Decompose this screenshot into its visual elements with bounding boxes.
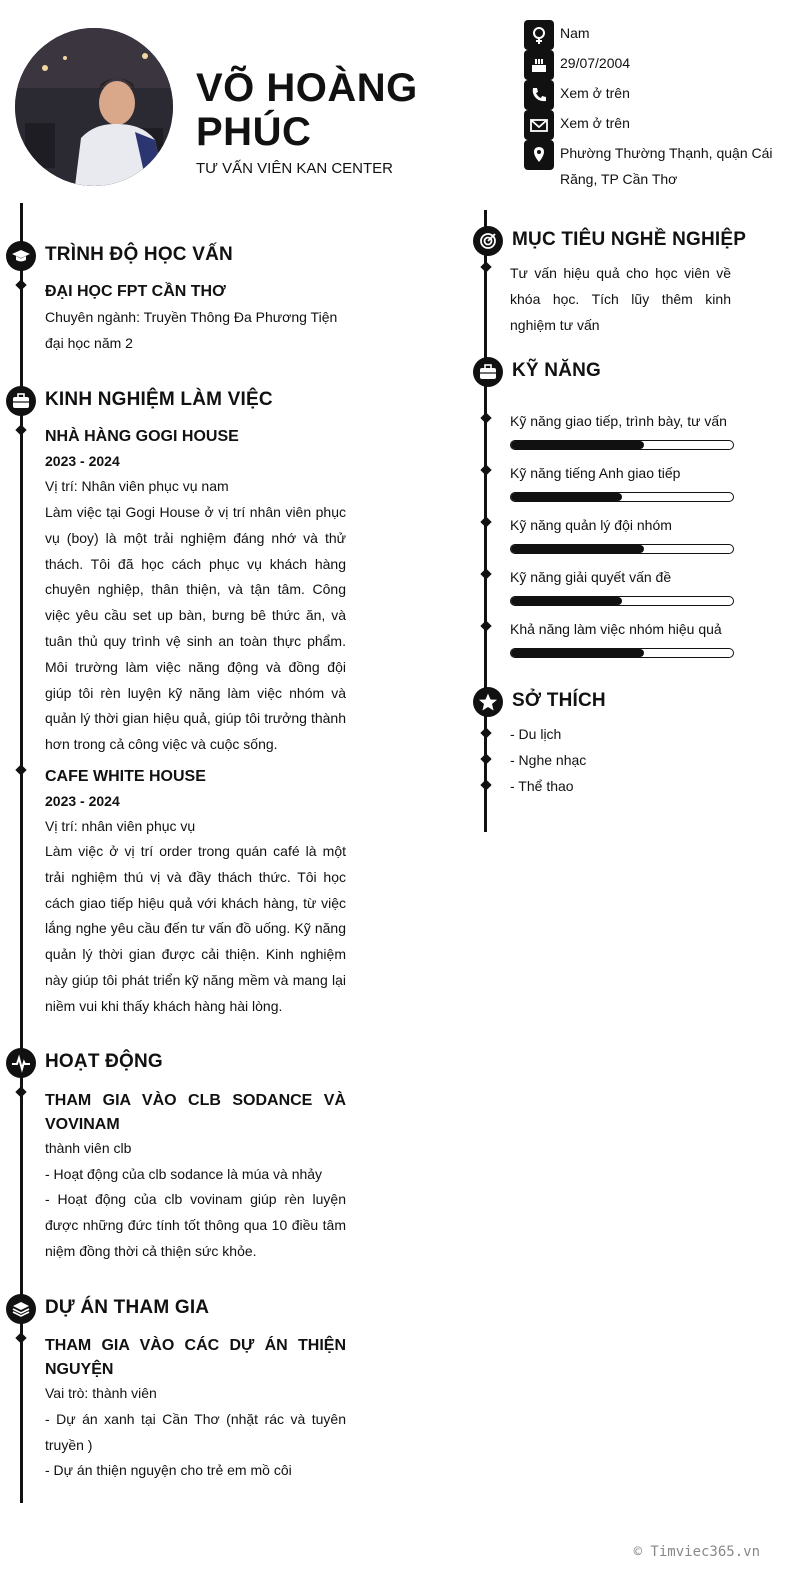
star-icon	[473, 687, 503, 717]
email-value: Xem ở trên	[560, 115, 630, 131]
birthday-value: 29/07/2004	[560, 55, 631, 71]
timeline-dot	[480, 516, 491, 527]
projects-heading: THAM GIA VÀO CÁC DỰ ÁN THIỆN NGUYỆN	[45, 1337, 346, 1378]
timeline-dot	[15, 279, 26, 290]
briefcase-icon	[6, 386, 36, 416]
timeline-dot	[15, 424, 26, 435]
job-position: Vị trí: Nhân viên phục vụ nam	[45, 478, 229, 494]
skill-label: Khả năng làm việc nhóm hiệu quả	[510, 621, 722, 637]
job-title: TƯ VẤN VIÊN KAN CENTER	[196, 160, 394, 177]
activities-heading: THAM GIA VÀO CLB SODANCE VÀ VOVINAM	[45, 1092, 346, 1133]
skill-bar-fill	[511, 441, 644, 449]
address-line-2: Răng, TP Cần Thơ	[560, 171, 678, 187]
job-period: 2023 - 2024	[45, 793, 120, 809]
projects-role: Vai trò: thành viên	[45, 1385, 157, 1401]
timeline-dot	[480, 261, 491, 272]
skill-bar-fill	[511, 545, 644, 553]
name-line-2: PHÚC	[196, 110, 312, 154]
briefcase-icon	[473, 357, 503, 387]
timeline-dot	[480, 464, 491, 475]
watermark: © Timviec365.vn	[633, 1544, 760, 1560]
skill-bar-fill	[511, 597, 622, 605]
email-icon	[524, 110, 554, 140]
hobby-item: - Thể thao	[510, 778, 574, 794]
objective-title: MỤC TIÊU NGHỀ NGHIỆP	[512, 229, 747, 250]
contact-address	[524, 140, 773, 192]
timeline-dot	[480, 779, 491, 790]
skill-label: Kỹ năng giao tiếp, trình bày, tư vấn	[510, 413, 727, 429]
contact-birthday	[524, 50, 630, 80]
experience-title: KINH NGHIỆM LÀM VIỆC	[45, 389, 273, 410]
gender-icon	[524, 20, 554, 50]
hobbies-title: SỞ THÍCH	[512, 690, 606, 711]
timeline-dot	[480, 568, 491, 579]
address-value	[560, 140, 773, 192]
job-period: 2023 - 2024	[45, 453, 120, 469]
job-company: NHÀ HÀNG GOGI HOUSE	[45, 428, 239, 445]
cake-icon	[524, 50, 554, 80]
contact-email	[524, 110, 630, 140]
activities-item: - Hoạt động của clb vovinam giúp rèn luyện được những đức tính tốt thông qua 10 điều tâm niệm đồng thời cả thiện sức khỏe.	[45, 1191, 346, 1259]
layers-icon	[6, 1294, 36, 1324]
hobby-item: - Nghe nhạc	[510, 752, 587, 768]
address-line-1: Phường Thường Thạnh, quận Cái	[560, 145, 773, 161]
activities-title: HOẠT ĐỘNG	[45, 1051, 163, 1072]
full-name	[196, 66, 418, 154]
timeline-dot	[480, 620, 491, 631]
education-school: ĐẠI HỌC FPT CẦN THƠ	[45, 283, 226, 300]
avatar	[15, 28, 173, 186]
phone-value: Xem ở trên	[560, 85, 630, 101]
projects-title: DỰ ÁN THAM GIA	[45, 1297, 210, 1318]
skill-bar-fill	[511, 493, 622, 501]
job-description: Làm việc ở vị trí order trong quán café là một trải nghiệm thú vị và đầy thách thức. Tôi học cách giao tiếp hiệu quả với khách hàng, từ việc lắng nghe yêu cầu đến tư vấn đồ uống. Kỹ năng quản lý thời gian được cải thiện. Kinh nghiệm này giúp tôi phát triển kỹ năng mềm và mang lại niềm vui khi thấy khách hàng hài lòng.	[45, 843, 346, 1014]
skills-title: KỸ NĂNG	[512, 360, 602, 381]
skill-bar	[510, 492, 734, 502]
timeline-dot	[15, 764, 26, 775]
phone-icon	[524, 80, 554, 110]
contact-gender	[524, 20, 590, 50]
graduation-cap-icon	[6, 241, 36, 271]
projects-item: - Dự án xanh tại Cần Thơ (nhặt rác và tuyên truyền )	[45, 1411, 346, 1453]
target-icon	[473, 226, 503, 256]
timeline-dot	[480, 412, 491, 423]
contact-phone	[524, 80, 630, 110]
timeline-dot	[480, 727, 491, 738]
job-company: CAFE WHITE HOUSE	[45, 768, 206, 785]
skill-label: Kỹ năng tiếng Anh giao tiếp	[510, 465, 681, 481]
pulse-icon	[6, 1048, 36, 1078]
skill-label: Kỹ năng giải quyết vấn đề	[510, 569, 672, 585]
education-year: đại học năm 2	[45, 335, 133, 351]
education-major: Chuyên ngành: Truyền Thông Đa Phương Tiện	[45, 309, 338, 325]
profile-photo	[15, 28, 173, 186]
job-position: Vị trí: nhân viên phục vụ	[45, 818, 196, 834]
skill-bar	[510, 648, 734, 658]
activities-role: thành viên clb	[45, 1140, 132, 1156]
timeline-dot	[480, 753, 491, 764]
hobby-item: - Du lịch	[510, 726, 562, 742]
skill-bar-fill	[511, 649, 644, 657]
name-line-1: VÕ HOÀNG	[196, 66, 418, 110]
objective-text: Tư vấn hiệu quả cho học viên về khóa học. Tích lũy thêm kinh nghiệm tư vấn	[510, 265, 731, 333]
education-title: TRÌNH ĐỘ HỌC VẤN	[45, 244, 233, 265]
timeline-dot	[15, 1086, 26, 1097]
location-pin-icon	[524, 140, 554, 170]
projects-item: - Dự án thiện nguyện cho trẻ em mồ côi	[45, 1462, 292, 1478]
skill-bar	[510, 596, 734, 606]
timeline-dot	[15, 1332, 26, 1343]
gender-value: Nam	[560, 25, 590, 41]
activities-item: - Hoạt động của clb sodance là múa và nhảy	[45, 1166, 323, 1182]
skill-bar	[510, 440, 734, 450]
job-description: Làm việc tại Gogi House ở vị trí nhân viên phục vụ (boy) là một trải nghiệm đáng nhớ và thử thách. Tôi đã học cách phục vụ khách hàng chuyên nghiệp, thân thiện, và tận tâm. Công việc yêu cầu set up bàn, bưng bê thức ăn, và tuân thủ quy trình vệ sinh an toàn thực phẩm. Môi trường làm việc năng động và đồng đội giúp tôi rèn luyện kỹ năng làm việc nhóm và quản lý thời gian hiệu quả, giúp tôi trưởng thành hơn trong cả công việc và cuộc sống.	[45, 504, 346, 753]
skill-label: Kỹ năng quản lý đội nhóm	[510, 517, 672, 533]
skill-bar	[510, 544, 734, 554]
